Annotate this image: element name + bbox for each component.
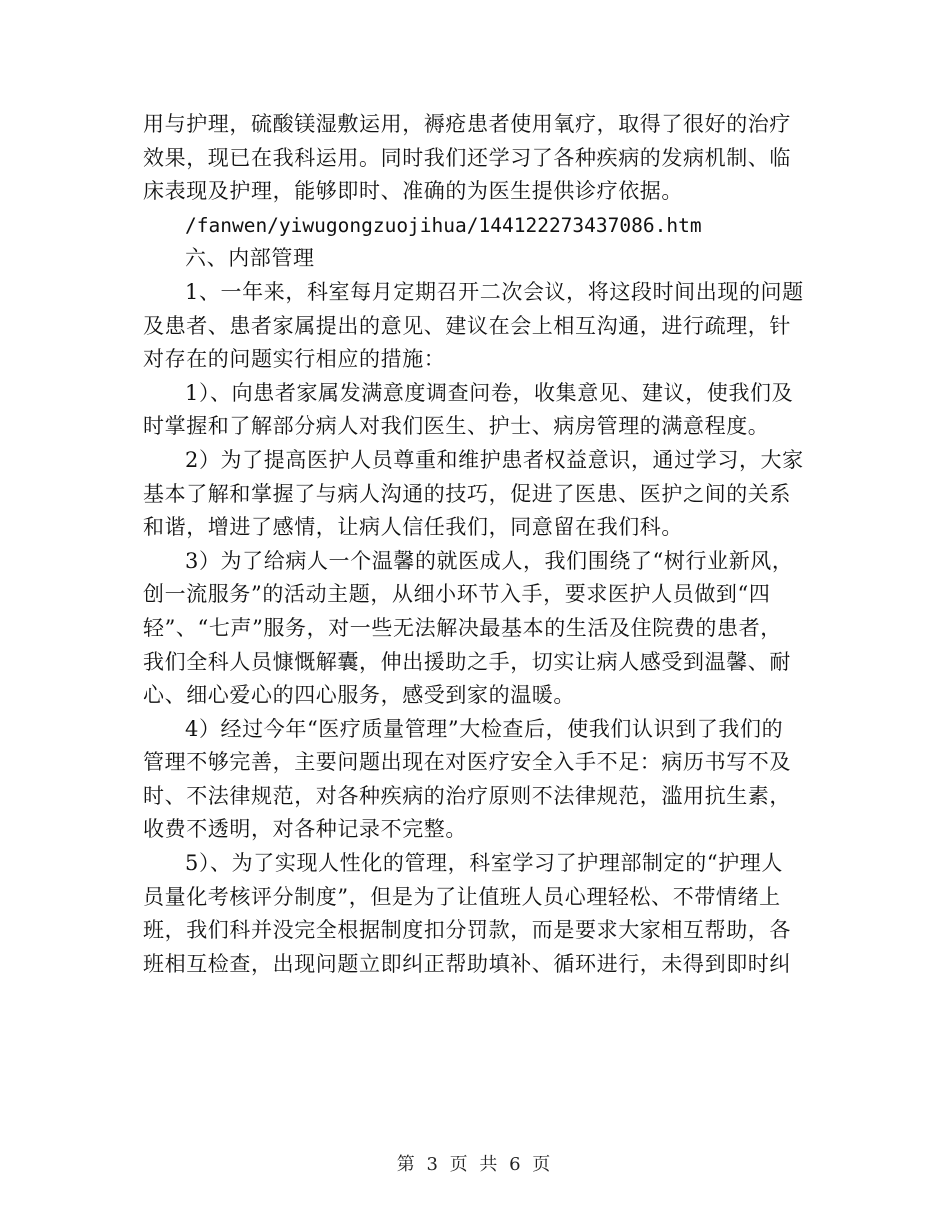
text-line: 用与护理，硫酸镁湿敷运用，褥疮患者使用氧疗，取得了很好的治疗 — [143, 112, 791, 136]
text-line: 基本了解和掌握了与病人沟通的技巧，促进了医患、医护之间的关系 — [143, 481, 791, 506]
text-line: 创一流服务”的活动主题，从细小环节入手，要求医护人员做到“四 — [143, 582, 771, 607]
page-number-footer: 第 3 页 共 6 页 — [396, 1154, 554, 1175]
text-line: 5）、为了实现人性化的管理，科室学习了护理部制定的“护理人 — [185, 851, 783, 876]
text-line: 3）为了给病人一个温馨的就医成人，我们围绕了“树行业新风， — [185, 548, 794, 573]
text-line: 时掌握和了解部分病人对我们医生、护士、病房管理的满意程度。 — [143, 414, 770, 439]
text-line: 4）经过今年“医疗质量管理”大检查后，使我们认识到了我们的 — [185, 716, 784, 741]
text-line: 管理不够完善，主要问题出现在对医疗安全入手不足：病历书写不及 — [143, 750, 791, 775]
section-heading: 六、内部管理 — [185, 246, 315, 271]
text-line: 班，我们科并没完全根据制度扣分罚款，而是要求大家相互帮助，各 — [143, 918, 791, 943]
text-line: 心、细心爱心的四心服务，感受到家的温暖。 — [143, 683, 575, 708]
text-line: 床表现及护理，能够即时、准确的为医生提供诊疗依据。 — [143, 179, 683, 204]
text-line: 我们全科人员慷慨解囊，伸出援助之手，切实让病人感受到温馨、耐 — [143, 649, 791, 674]
text-line: 及患者、患者家属提出的意见、建议在会上相互沟通，进行疏理，针 — [143, 313, 791, 338]
text-line: 效果，现已在我科运用。同时我们还学习了各种疾病的发病机制、临 — [143, 145, 791, 170]
text-line: 1、一年来，科室每月定期召开二次会议，将这段时间出现的问题 — [185, 279, 804, 304]
text-line: 和谐，增进了感情，让病人信任我们，同意留在我们科。 — [143, 515, 683, 540]
text-line: 收费不透明，对各种记录不完整。 — [143, 817, 467, 842]
text-line: 员量化考核评分制度”，但是为了让值班人员心理轻松、不带情绪上 — [143, 884, 781, 909]
text-line: 1）、向患者家属发满意度调查问卷，收集意见、建议，使我们及 — [185, 380, 794, 405]
text-line: 对存在的问题实行相应的措施： — [143, 347, 446, 372]
text-line: 班相互检查，出现问题立即纠正帮助填补、循环进行，未得到即时纠 — [143, 951, 791, 976]
text-line: 时、不法律规范，对各种疾病的治疗原则不法律规范，滥用抗生素， — [143, 783, 791, 808]
text-line: 轻”、“七声”服务，对一些无法解决最基本的生活及住院费的患者， — [143, 615, 782, 640]
url-line: /fanwen/yiwugongzuojihua/144122273437086.htm — [185, 213, 702, 237]
text-line: 2）为了提高医护人员尊重和维护患者权益意识，通过学习，大家 — [185, 447, 804, 472]
document-body — [143, 108, 811, 981]
